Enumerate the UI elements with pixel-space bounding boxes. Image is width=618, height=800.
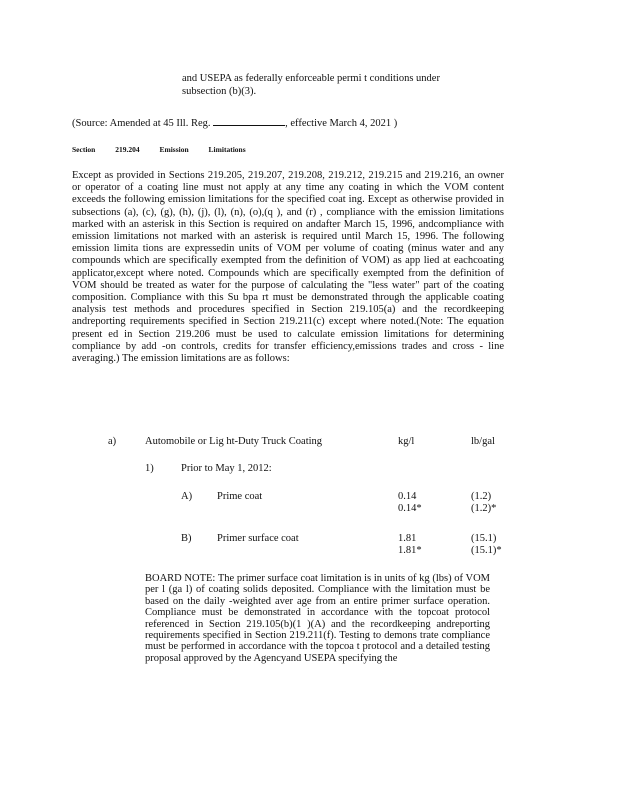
continuation-line-2: subsection (b)(3). <box>182 86 257 97</box>
item-B-lb-value-asterisk: (15.1)* <box>471 545 502 556</box>
body-paragraph: Except as provided in Sections 219.205, 219.207, 219.208, 219.212, 219.215 and 219.216, an owner or operator of a coating line must not apply at any time any coating in which the VOM content exceeds the following emission limitations for the specified coat ing. Except as otherwise provided in subsections (a), (c), (g), (h), (j), (l), (n), (o),(q ), and (r) , compliance with the emission limitations marked with an asterisk in this Section is required on andafter March 15, 1996, andcompliance with emission limitations not marked with an asterisk is required until March 15, 1996. The following emission limita tions are expressedin units of VOM per volume of coating (minus water and any compounds which are specifically exempted from the definition of VOM) as app lied at eachcoating applicator,except where noted. Compounds which are specifically exempted from the definition of VOM should be treated as water for the purpose of calculating the "less water" part of the coating composition. Compliance with this Su bpa rt must be demonstrated through the applicable coating analysis test methods and procedures specified in Section 219.105(a) and the recordkeeping andreporting requirements specified in Section 219.211(c) except where noted.(Note: The equation present ed in Section 219.206 must be used to calculate emission limitations for determining compliance by add -on controls, credits for transfer efficiency,emissions trades and cross - line averaging.) The emission limitations are as follows: <box>72 170 504 365</box>
unit-lb-per-gal: lb/gal <box>471 436 495 447</box>
section-heading <box>72 145 246 154</box>
item-1-text: Prior to May 1, 2012: <box>181 463 272 474</box>
section-number: 219.204 <box>115 145 140 154</box>
section-label: Section <box>72 145 96 154</box>
item-1-number: 1) <box>145 463 154 474</box>
item-B-letter: B) <box>181 533 192 544</box>
item-A-kg-value-asterisk: 0.14* <box>398 503 422 514</box>
continuation-line-1: and USEPA as federally enforceable permi t conditions under <box>182 73 440 84</box>
section-title-word-2: Limitations <box>208 145 246 154</box>
board-note: BOARD NOTE: The primer surface coat limitation is in units of kg (lbs) of VOM per l (ga l) of coating solids deposited. Compliance with the limitation must be based on the daily -weighted aver age from an entire primer surface operation. Compliance must be demonstrated in accordance with the topcoat protocol referenced in Section 219.105(b)(1 )(A) and the recordkeeping andreporting requirements specified in Section 219.211(f). Testing to demons trate compliance must be performed in accordance with the topcoa t protocol and a detailed testing proposal approved by the Agencyand USEPA specifying the <box>145 573 490 664</box>
item-A-name: Prime coat <box>217 491 263 502</box>
source-note <box>72 116 397 129</box>
source-prefix: (Source: Amended at 45 Ill. Reg. <box>72 118 211 129</box>
item-B-lb-value: (15.1) <box>471 533 497 544</box>
item-A-lb-value: (1.2) <box>471 491 492 502</box>
item-B-kg-value-asterisk: 1.81* <box>398 545 422 556</box>
register-page-blank <box>213 116 285 126</box>
section-title-word-1: Emission <box>159 145 189 154</box>
item-a-title: Automobile or Lig ht-Duty Truck Coating <box>145 436 323 447</box>
item-a-letter: a) <box>108 436 117 447</box>
item-B-kg-value: 1.81 <box>398 533 417 544</box>
item-A-lb-value-asterisk: (1.2)* <box>471 503 497 514</box>
item-A-kg-value: 0.14 <box>398 491 417 502</box>
unit-kg-per-l: kg/l <box>398 436 415 447</box>
item-A-letter: A) <box>181 491 193 502</box>
source-suffix: , effective March 4, 2021 ) <box>285 118 398 129</box>
item-B-name: Primer surface coat <box>217 533 299 544</box>
